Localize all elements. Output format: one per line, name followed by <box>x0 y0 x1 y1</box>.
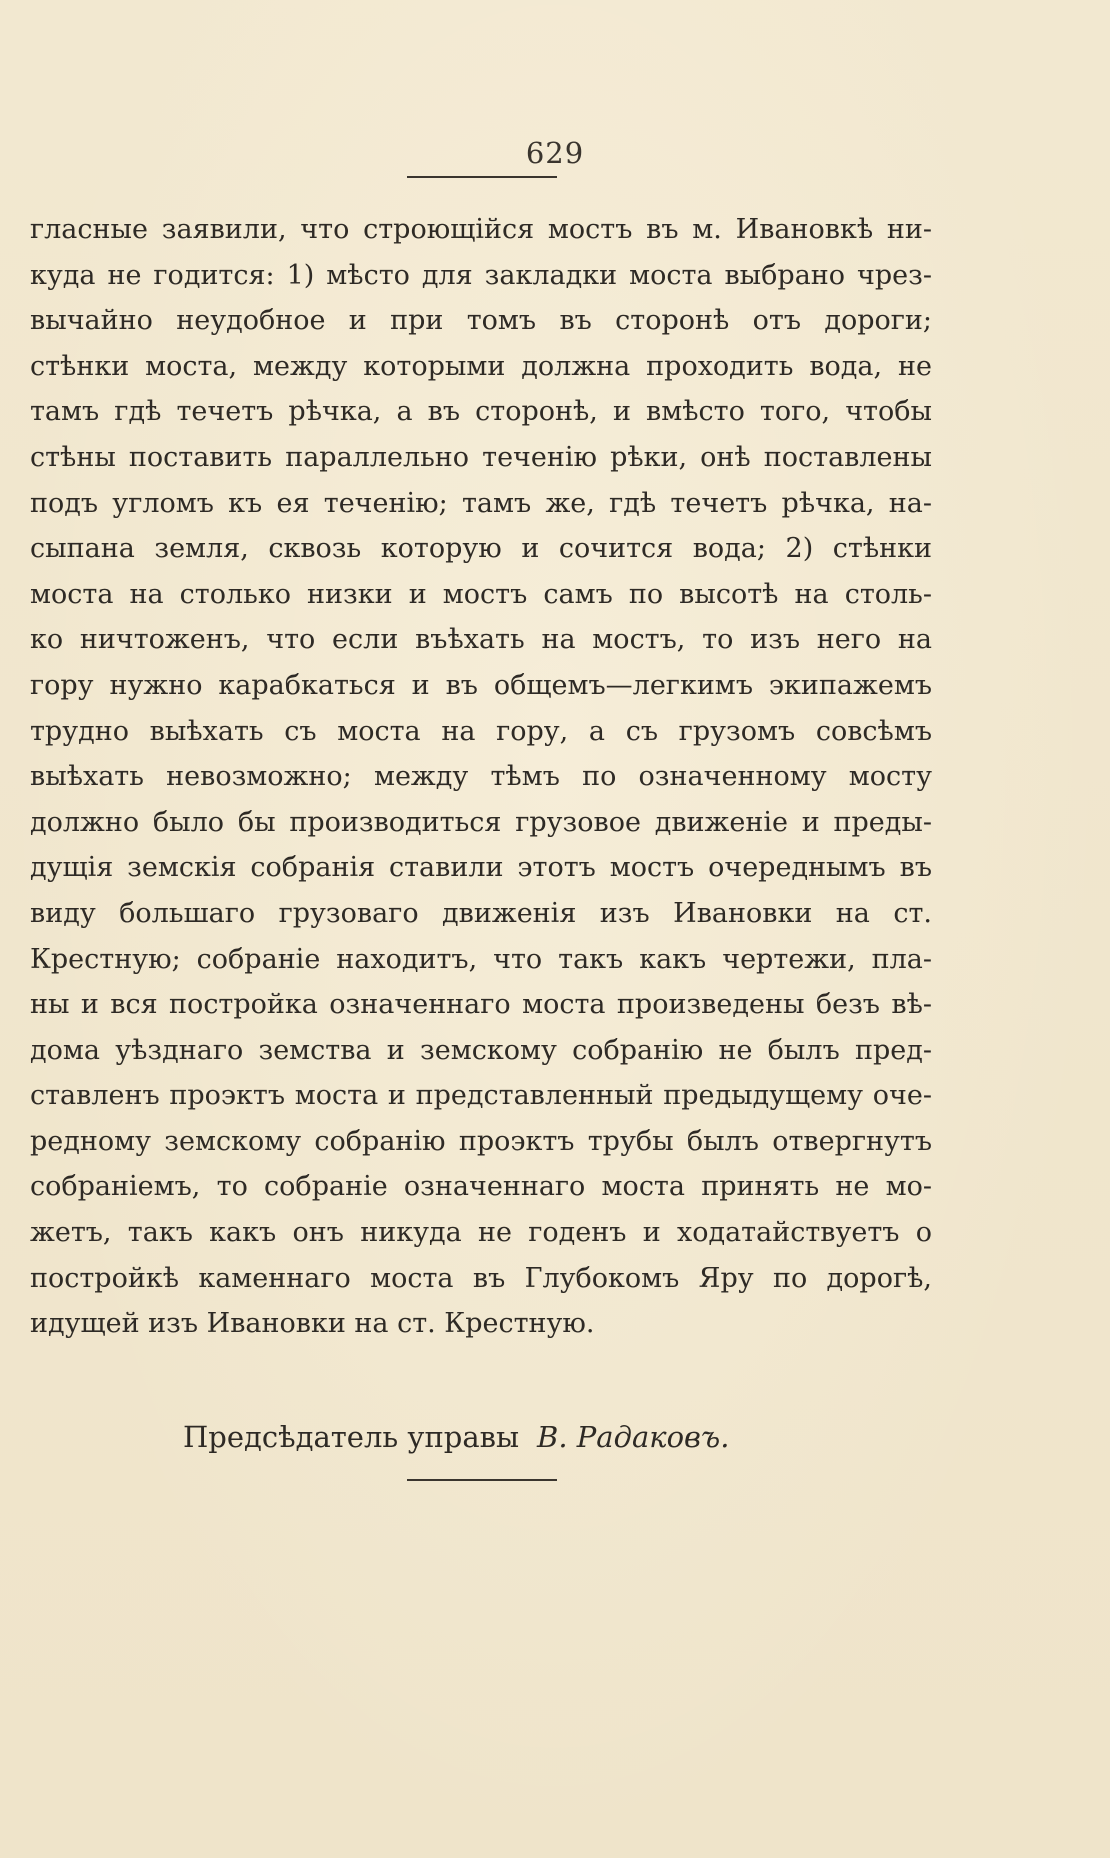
header-rule <box>407 176 557 178</box>
text-line: моста на столько низки и мостъ самъ по высотѣ на столь- <box>30 578 932 610</box>
text-line: стѣны поставить параллельно теченію рѣки, онѣ поставлены <box>30 441 932 473</box>
text-line: трудно выѣхать съ моста на гору, а съ грузомъ совсѣмъ <box>30 715 932 747</box>
text-line: жетъ, такъ какъ онъ никуда не годенъ и ходатайствуетъ о <box>30 1217 932 1249</box>
text-line: идущей изъ Ивановки на ст. Крестную. <box>30 1308 595 1340</box>
page-number: 629 <box>525 136 585 170</box>
signature-name: В. Радаковъ. <box>537 1420 730 1454</box>
text-line: ставленъ проэктъ моста и представленный предыдущему оче- <box>30 1080 932 1112</box>
text-line: редному земскому собранію проэктъ трубы былъ отвергнутъ <box>30 1125 932 1157</box>
body-text <box>30 207 932 1347</box>
text-line: куда не годится: 1) мѣсто для закладки моста выбрано чрез- <box>30 259 932 291</box>
text-line: собраніемъ, то собраніе означеннаго моста принять не мо- <box>30 1171 932 1203</box>
text-line: ны и вся постройка означеннаго моста произведены безъ вѣ- <box>30 989 932 1021</box>
text-line: тамъ гдѣ течетъ рѣчка, а въ сторонѣ, и вмѣсто того, чтобы <box>30 396 932 428</box>
text-line: стѣнки моста, между которыми должна проходить вода, не <box>30 350 932 382</box>
text-line: выѣхать невозможно; между тѣмъ по означенному мосту <box>30 761 932 793</box>
signature <box>183 1420 729 1454</box>
text-line: дущія земскія собранія ставили этотъ мостъ очереднымъ въ <box>30 852 932 884</box>
text-line: вычайно неудобное и при томъ въ сторонѣ отъ дороги; <box>30 305 932 337</box>
text-line: дома уѣзднаго земства и земскому собранію не былъ пред- <box>30 1034 932 1066</box>
text-line: подъ угломъ къ ея теченію; тамъ же, гдѣ течетъ рѣчка, на- <box>30 487 932 519</box>
signature-title: Предсѣдатель управы <box>183 1420 520 1454</box>
text-line: ко ничтоженъ, что если въѣхать на мостъ, то изъ него на <box>30 624 932 656</box>
text-line: гору нужно карабкаться и въ общемъ—легкимъ экипажемъ <box>30 669 932 701</box>
text-line: Крестную; собраніе находитъ, что такъ какъ чертежи, пла- <box>30 943 932 975</box>
footer-rule <box>407 1479 557 1481</box>
text-line: виду большаго грузоваго движенія изъ Ивановки на ст. <box>30 897 932 929</box>
text-line: гласные заявили, что строющійся мостъ въ м. Ивановкѣ ни- <box>30 214 932 245</box>
text-line: постройкѣ каменнаго моста въ Глубокомъ Яру по дорогѣ, <box>30 1262 932 1294</box>
text-line: сыпана земля, сквозь которую и сочится вода; 2) стѣнки <box>30 533 932 565</box>
text-line: должно было бы производиться грузовое движеніе и преды- <box>30 806 932 838</box>
